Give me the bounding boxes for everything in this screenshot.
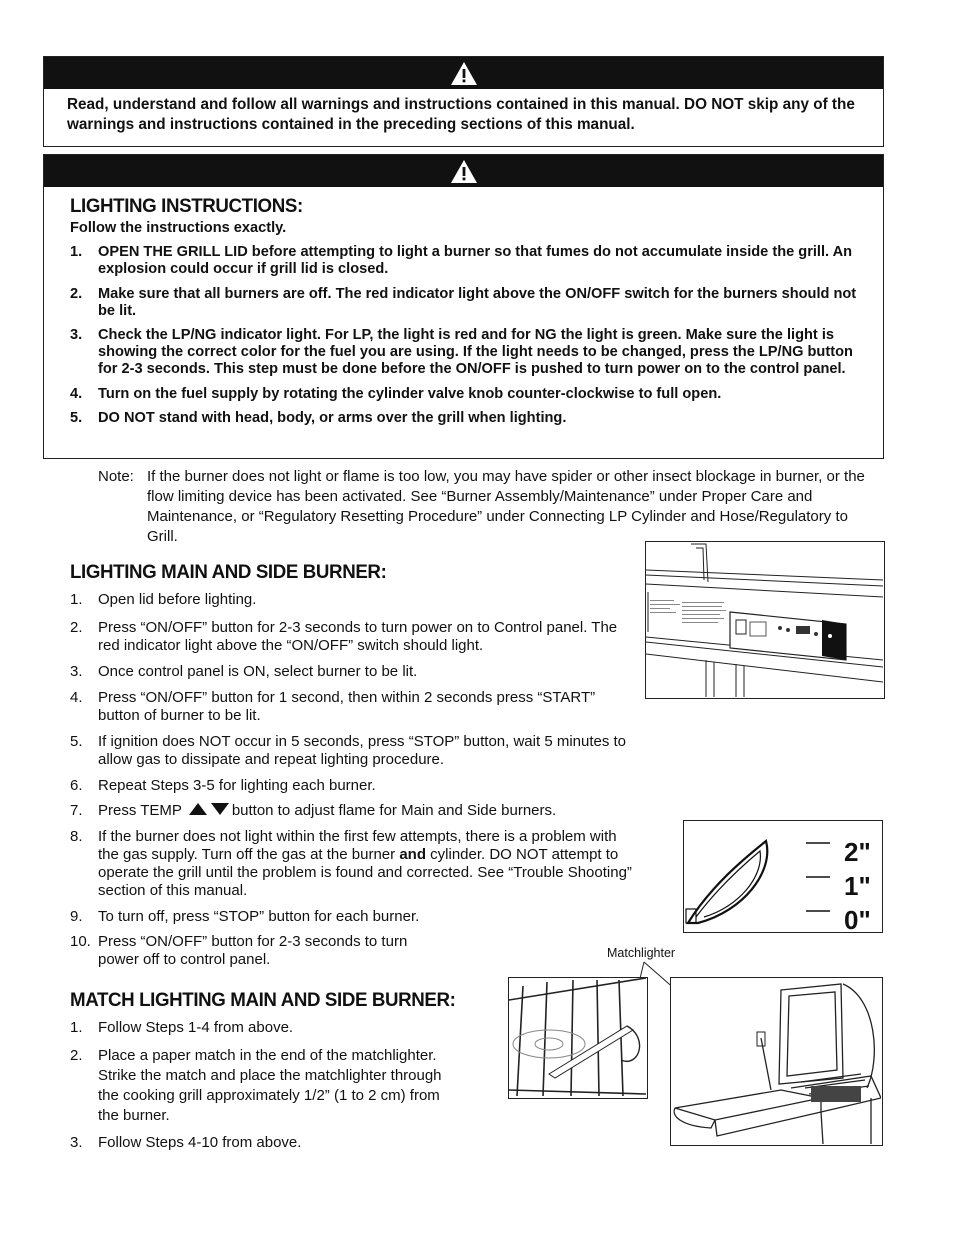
list-item: 1. OPEN THE GRILL LID before attempting to light a burner so that fumes do not accumulate inside the grill. An explosion could occur if grill lid is closed. xyxy=(70,244,853,277)
list-item: 4. Press “ON/OFF” button for 1 second, then within 2 seconds press “START” button of burner to be lit. xyxy=(70,689,596,724)
list-item: 5. DO NOT stand with head, body, or arms over the grill when lighting. xyxy=(70,410,567,426)
list-item: 3. Follow Steps 4-10 from above. xyxy=(70,1134,302,1151)
list-item: 3. Once control panel is ON, select burner to be lit. xyxy=(70,663,418,680)
flame-height-marks xyxy=(844,835,871,933)
grill-side-burner-illustration xyxy=(670,977,883,1146)
match-lighting-title: MATCH LIGHTING MAIN AND SIDE BURNER: xyxy=(70,989,456,1011)
list-item: 7. Press TEMP button to adjust flame for Main and Side burners. xyxy=(70,802,557,819)
warning-header-bar xyxy=(44,155,883,187)
mark-1-inch: 1" xyxy=(844,871,871,901)
note-text: If the burner does not light or flame is too low, you may have spider or other insect blockage in burner, or the flow limiting device has been activated. See “Burner Assembly/Maintenance” under Proper Care and Maintenance, or “Regulatory Resetting Procedure” under Connecting LP Cylinder and Hose/Regulatory to Grill. xyxy=(147,468,865,545)
list-item: 1. Follow Steps 1-4 from above. xyxy=(70,1019,294,1036)
match-lighting-list xyxy=(70,1018,460,1153)
list-item: 9. To turn off, press “STOP” button for each burner. xyxy=(70,908,420,925)
lighting-main-list xyxy=(70,591,630,969)
warning-box-lighting xyxy=(43,154,884,459)
note-label: Note: xyxy=(98,468,134,485)
note-paragraph xyxy=(98,467,868,547)
list-item: 2. Place a paper match in the end of the matchlighter. Strike the match and place the matchlighter through the cooking grill approximately 1/2” (1 to 2 cm) from the burner. xyxy=(70,1047,442,1124)
list-item: 3. Check the LP/NG indicator light. For LP, the light is red and for NG the light is green. Make sure the light is showing the correct color for the fuel you are using. If the light needs to be changed, press the LP/NG button for 2-3 seconds. This step must be done before the ON/OFF is pushed to turn power on to the control panel. xyxy=(70,327,853,377)
flame-height-illustration xyxy=(683,820,883,933)
warning-header-bar xyxy=(44,57,883,89)
warning-triangle-icon xyxy=(450,159,478,184)
mark-0-inch: 0" xyxy=(844,905,871,933)
grill-drawing xyxy=(671,978,881,1144)
lighting-instructions-title: LIGHTING INSTRUCTIONS: xyxy=(70,195,303,217)
matchlighter-grate-illustration xyxy=(508,977,648,1099)
list-item: 2. Make sure that all burners are off. The red indicator light above the ON/OFF switch for the burners should not be lit. xyxy=(70,285,857,319)
list-item: 4. Turn on the fuel supply by rotating the cylinder valve knob counter-clockwise to full open. xyxy=(70,385,722,402)
mark-2-inch: 2" xyxy=(844,837,871,867)
lighting-main-title: LIGHTING MAIN AND SIDE BURNER: xyxy=(70,561,387,583)
warning-box-top xyxy=(43,56,884,147)
matchlighter-caption: Matchlighter xyxy=(607,946,676,960)
list-item: 6. Repeat Steps 3-5 for lighting each burner. xyxy=(70,777,376,794)
warning-text: Read, understand and follow all warnings and instructions contained in this manual. DO NOT skip any of the warnings and instructions contained in the preceding sections of this manual. xyxy=(67,96,855,133)
grate-drawing xyxy=(509,978,646,1097)
list-item: 2. Press “ON/OFF” button for 2-3 seconds to turn power on to Control panel. The red indicator light above the “ON/OFF” switch should light. xyxy=(70,619,618,654)
lighting-instructions-subtitle: Follow the instructions exactly. xyxy=(70,220,287,236)
warning-triangle-icon xyxy=(450,61,478,86)
grill-control-panel-drawing xyxy=(646,542,883,697)
temp-up-down-arrows-icon xyxy=(188,802,230,816)
control-panel-illustration xyxy=(645,541,885,699)
list-item: 1. Open lid before lighting. xyxy=(70,591,257,608)
lighting-instructions-list xyxy=(70,244,870,435)
list-item: 10. Press “ON/OFF” button for 2-3 seconds to turn power off to control panel. xyxy=(70,933,408,968)
list-item: 5. If ignition does NOT occur in 5 seconds, press “STOP” button, wait 5 minutes to allow gas to dissipate and repeat lighting procedure. xyxy=(70,733,627,768)
list-item: 8. If the burner does not light within the first few attempts, there is a problem with the gas supply. Turn off the gas at the burner and cylinder. DO NOT attempt to operate the grill until the problem is found and corrected. See “Trouble Shooting” section of this manual. xyxy=(70,828,632,899)
